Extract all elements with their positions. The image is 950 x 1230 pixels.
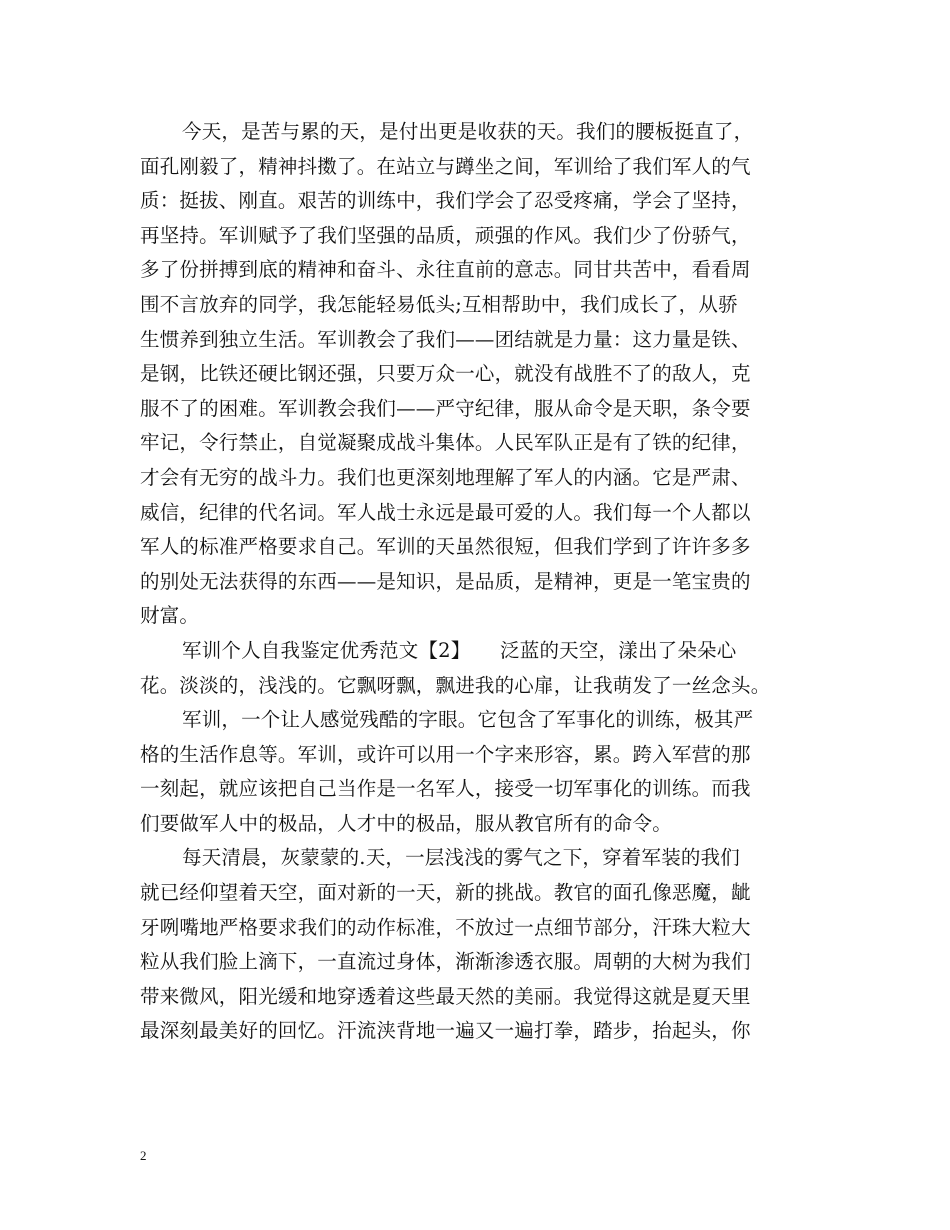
text-line: 军训，一个让人感觉残酷的字眼。它包含了军事化的训练，极其严: [182, 708, 754, 732]
text-line: 再坚持。军训赋予了我们坚强的品质，顽强的作风。我们少了份骄气，: [140, 223, 751, 247]
text-line: 带来微风，阳光缓和地穿透着这些最天然的美丽。我觉得这就是夏天里: [140, 984, 751, 1008]
text-line: 今天，是苦与累的天，是付出更是收获的天。我们的腰板挺直了，: [182, 120, 754, 143]
text-line: 威信，纪律的代名词。军人战士永远是最可爱的人。我们每一个人都以: [140, 500, 751, 524]
text-line: 就已经仰望着天空，面对新的一天，新的挑战。教官的面孔像恶魔，龇: [140, 881, 751, 905]
text-line: 牢记，令行禁止，自觉凝聚成战斗集体。人民军队正是有了铁的纪律，: [140, 431, 751, 455]
text-line: 的别处无法获得的东西——是知识，是品质，是精神，更是一笔宝贵的: [140, 569, 751, 593]
text-line: 围不言放弃的同学，我怎能轻易低头;互相帮助中，我们成长了，从骄: [140, 292, 738, 316]
text-line: 生惯养到独立生活。军训教会了我们——团结就是力量：这力量是铁、: [140, 327, 751, 351]
text-line: 格的生活作息等。军训，或许可以用一个字来形容，累。跨入军营的那: [140, 742, 751, 766]
text-line: 最深刻最美好的回忆。汗流浃背地一遍又一遍打拳，踏步，抬起头，你: [140, 1019, 751, 1043]
text-line: 们要做军人中的极品，人才中的极品，服从教官所有的命令。: [140, 811, 672, 835]
text-line: 质：挺拔、刚直。艰苦的训练中，我们学会了忍受疼痛，学会了坚持，: [140, 189, 751, 213]
text-line: 财富。: [140, 604, 200, 628]
body-text: [140, 115, 830, 1049]
text-line: 粒从我们脸上滴下，一直流过身体，渐渐渗透衣服。周朝的大树为我们: [140, 950, 751, 974]
text-line: 多了份拼搏到底的精神和奋斗、永往直前的意志。同甘共苦中，看看周: [140, 258, 751, 282]
page-number: 2: [140, 1148, 147, 1163]
text-line: 是钢，比铁还硬比钢还强，只要万众一心，就没有战胜不了的敌人，克: [140, 362, 751, 386]
text-line: 面孔刚毅了，精神抖擞了。在站立与蹲坐之间，军训给了我们军人的气: [140, 154, 751, 178]
text-line: 才会有无穷的战斗力。我们也更深刻地理解了军人的内涵。它是严肃、: [140, 465, 751, 489]
text-line: 花。淡淡的，浅浅的。它飘呀飘，飘进我的心扉，让我萌发了一丝念头。: [140, 673, 771, 697]
section-heading-line: 军训个人自我鉴定优秀范文【2】 泛蓝的天空，漾出了朵朵心: [182, 638, 737, 662]
text-line: 牙咧嘴地严格要求我们的动作标准，不放过一点细节部分，汗珠大粒大: [140, 915, 751, 939]
text-line: 每天清晨，灰蒙蒙的.天，一层浅浅的雾气之下，穿着军装的我们: [182, 846, 740, 870]
text-line: 军人的标准严格要求自己。军训的天虽然很短，但我们学到了许许多多: [140, 535, 751, 559]
text-line: 服不了的困难。军训教会我们——严守纪律，服从命令是天职，条令要: [140, 396, 751, 420]
text-line: 一刻起，就应该把自己当作是一名军人，接受一切军事化的训练。而我: [140, 777, 751, 801]
